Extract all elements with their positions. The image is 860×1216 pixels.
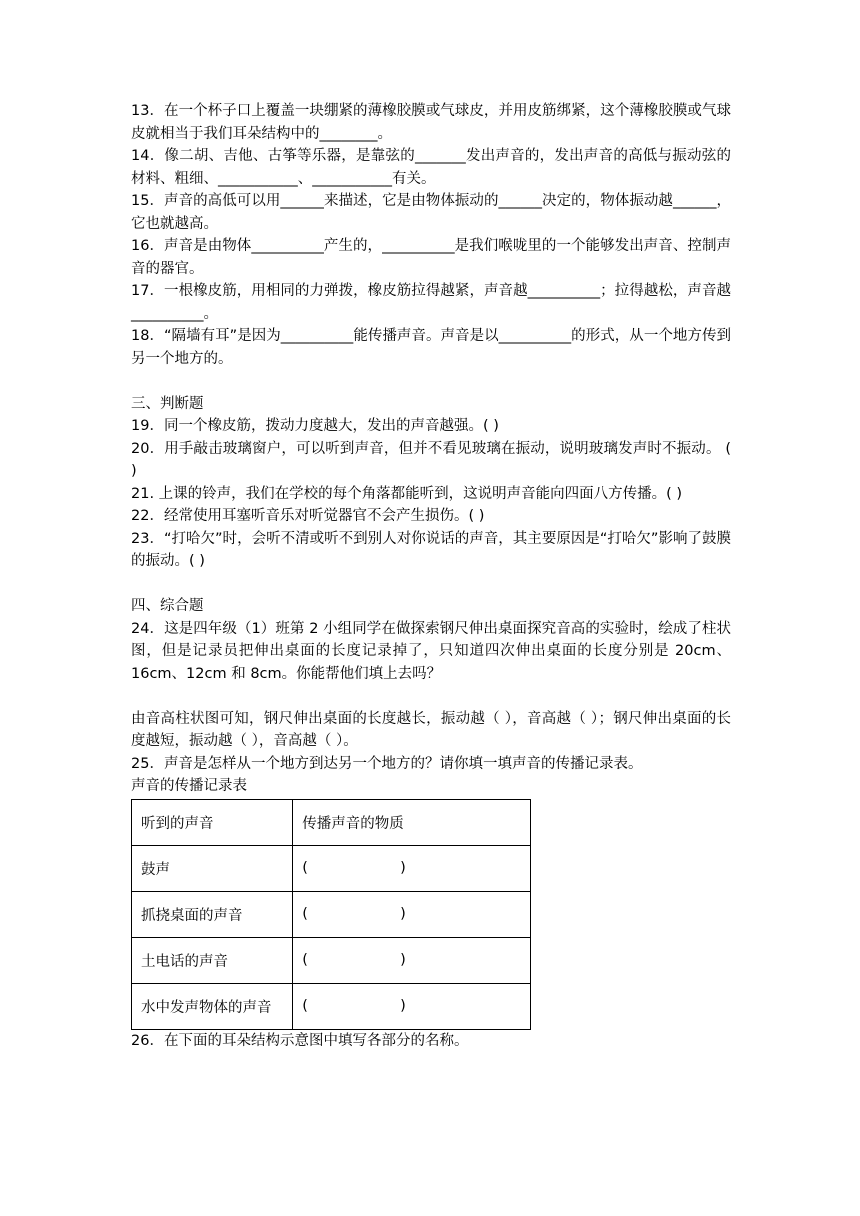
question-24-follow: 由音高柱状图可知，钢尺伸出桌面的长度越长，振动越（ ），音高越（ ）；钢尺伸出桌面的长度越短，振动越（ ），音高越（ ）。 [131,710,731,749]
question-15: 15．声音的高低可以用______来描述，它是由物体振动的______决定的，物体振动越______，它也就越高。 [131,193,731,232]
question-24: 24．这是四年级（1）班第 2 小组同学在做探索钢尺伸出桌面探究音高的实验时，绘成了柱状图，但是记录员把伸出桌面的长度记录掉了，只知道四次伸出桌面的长度分别是 20cm、16cm、12cm 和 8cm。你能帮他们填上去吗？ [131,620,731,682]
question-21: 21. 上课的铃声，我们在学校的每个角落都能听到，这说明声音能向四面八方传播。( ) [131,485,683,502]
spacer [131,370,731,393]
table-header-row [132,799,531,845]
question-16: 16．声音是由物体__________产生的，__________是我们喉咙里的一个能够发出声音、控制声音的器官。 [131,238,731,277]
spacer [131,685,731,708]
answer-blank: ( ) [293,937,531,983]
sound-propagation-table [131,799,531,1030]
table-row [132,937,531,983]
table-row [132,891,531,937]
question-26: 26．在下面的耳朵结构示意图中填写各部分的名称。 [131,1032,469,1049]
answer-blank: ( ) [293,983,531,1029]
section-title-judgement: 三、判断题 [131,395,204,412]
section-title-comprehensive: 四、综合题 [131,598,204,614]
question-13: 13．在一个杯子口上覆盖一块绷紧的薄橡胶膜或气球皮，并用皮筋绑紧，这个薄橡胶膜或气球皮就相当于我们耳朵结构中的________。 [131,103,731,142]
question-22: 22．经常使用耳塞听音乐对听觉器官不会产生损伤。( ) [131,508,485,524]
table-cell: 鼓声 [132,845,293,891]
table-cell: 土电话的声音 [132,937,293,983]
question-20: 20．用手敲击玻璃窗户，可以听到声音，但并不看见玻璃在振动，说明玻璃发声时不振动。 ( ) [131,440,731,479]
spacer [131,573,731,596]
table-cell: 水中发声物体的声音 [132,983,293,1029]
table-cell: 抓挠桌面的声音 [132,891,293,937]
answer-blank: ( ) [293,845,531,891]
table-header-cell: 听到的声音 [132,799,293,845]
table-caption: 声音的传播记录表 [131,778,247,794]
answer-blank: ( ) [293,891,531,937]
question-25: 25．声音是怎样从一个地方到达另一个地方的？请你填一填声音的传播记录表。 [131,755,643,772]
question-14: 14．像二胡、吉他、古筝等乐器，是靠弦的_______发出声音的，发出声音的高低与振动弦的材料、粗细、___________、___________有关。 [131,148,731,187]
table-header-cell: 传播声音的物质 [293,799,531,845]
document-page [131,100,731,1052]
question-18: 18．“隔墙有耳”是因为__________能传播声音。声音是以__________的形式，从一个地方传到另一个地方的。 [131,328,731,367]
question-23: 23．“打哈欠”时，会听不清或听不到别人对你说话的声音，其主要原因是“打哈欠”影响了鼓膜的振动。( ) [131,530,731,569]
table-row [132,983,531,1029]
question-17: 17．一根橡皮筋，用相同的力弹拨，橡皮筋拉得越紧，声音越__________；拉得越松，声音越__________。 [131,283,731,322]
table-row [132,845,531,891]
question-19: 19．同一个橡皮筋，拨动力度越大，发出的声音越强。( ) [131,418,499,434]
